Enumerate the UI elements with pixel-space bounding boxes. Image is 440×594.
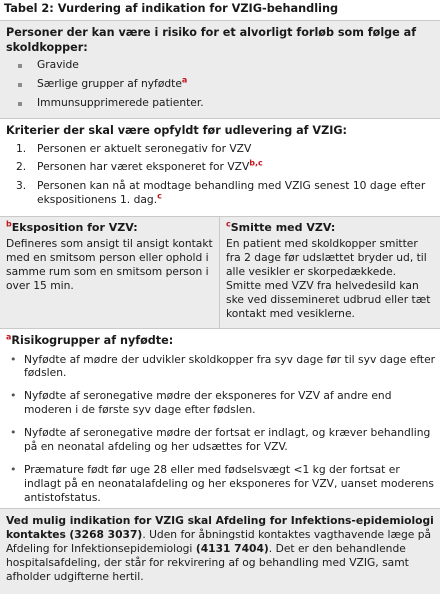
contagion-heading [226, 221, 434, 235]
definitions-section [0, 216, 440, 328]
risk-section [0, 20, 440, 118]
exposure-text: Defineres som ansigt til ansigt kontakt med en smitsom person eller ophold i samme rum som en smitsom person i over 15 min. [6, 237, 213, 293]
newborn-heading-text: Risikogrupper af nyfødte: [11, 334, 174, 347]
list-item [16, 179, 440, 207]
newborn-section [0, 328, 440, 508]
phone-number: (3268 3037) [69, 527, 143, 541]
contagion-box [220, 217, 440, 328]
list-item-text: Gravide [37, 58, 79, 72]
table-title: Tabel 2: Vurdering af indikation for VZIG-behandling [4, 2, 339, 15]
risk-list [0, 58, 440, 110]
footnote-marker: a [181, 75, 188, 85]
list-item: • Nyfødte af mødre der udvikler skoldkopper fra syv dage før til syv dage efter fødslen. [10, 353, 440, 381]
list-number: 3. [16, 179, 27, 193]
list-item-text: Personen kan nå at modtage behandling med VZIG senest 10 dage efter ekspositionens 1. dag. [37, 179, 426, 207]
contagion-text: En patient med skoldkopper smitter fra 2 dage før udslættet bryder ud, til alle vesikler er skorpedækkede. Smitte med VZV fra helvedesild kan ske ved dissemineret udbrud eller tæt kontakt med vesiklerne. [226, 237, 431, 320]
exposure-box [0, 217, 220, 328]
contact-middle: . Uden for åbningstid kontaktes vagthavende læge på Afdeling for Infektionsepidemiologi [6, 527, 432, 555]
list-number: 2. [16, 160, 27, 174]
list-item [18, 96, 440, 110]
footnote-marker: b,c [249, 158, 263, 168]
phone-number: (4131 7404) [195, 541, 269, 555]
footnote-marker: c [157, 191, 162, 201]
list-item [18, 77, 440, 91]
list-item-text: Immunsupprimerede patienter. [37, 95, 204, 109]
list-number: 1. [16, 141, 27, 155]
list-item-text: Personen har været eksponeret for VZV [37, 160, 250, 174]
criteria-heading: Kriterier der skal være opfyldt før udlevering af VZIG: [6, 124, 348, 137]
criteria-list [0, 142, 440, 208]
list-item-text: Personen er aktuelt seronegativ for VZV [37, 141, 252, 155]
contact-end: . Det er den behandlende hospitalsafdeling, der står for rekvirering af og behandling med VZIG, samt afholder udgifterne hertil. [6, 541, 409, 583]
footnote-marker: a [6, 332, 12, 342]
list-item [16, 160, 440, 174]
criteria-section [0, 118, 440, 216]
list-item [18, 58, 440, 72]
newborn-heading [0, 334, 440, 349]
exposure-heading [6, 221, 213, 235]
list-item-text: Særlige grupper af nyfødte [37, 77, 182, 91]
exposure-heading-text: Eksposition for VZV: [11, 221, 138, 234]
contagion-heading-text: Smitte med VZV: [230, 221, 336, 234]
risk-heading: Personer der kan være i risiko for et alvorligt forløb som følge af skoldkopper: [6, 26, 417, 54]
contact-text [6, 514, 434, 584]
contact-bold: Ved mulig indikation for VZIG skal Afdeling for Infektions-epidemiologi kontaktes [6, 514, 434, 541]
list-item: • Nyfødte af seronegative mødre der fortsat er indlagt, og kræver behandling på en neonatal afdeling og her udsættes for VZV. [10, 426, 440, 454]
footnote-marker: c [226, 219, 231, 229]
list-item: • Nyfødte af seronegative mødre der eksponeres for VZV af andre end moderen i de første syv dage efter fødslen. [10, 389, 440, 417]
list-item: • Præmature født før uge 28 eller med fødselsvægt <1 kg der fortsat er indlagt på en neonatalafdeling og her eksponeres for VZV, uanset moderens antistofstatus. [10, 463, 440, 505]
list-item [16, 142, 440, 156]
footnote-marker: b [6, 219, 12, 229]
contact-section [0, 508, 440, 594]
newborn-list [0, 353, 440, 505]
